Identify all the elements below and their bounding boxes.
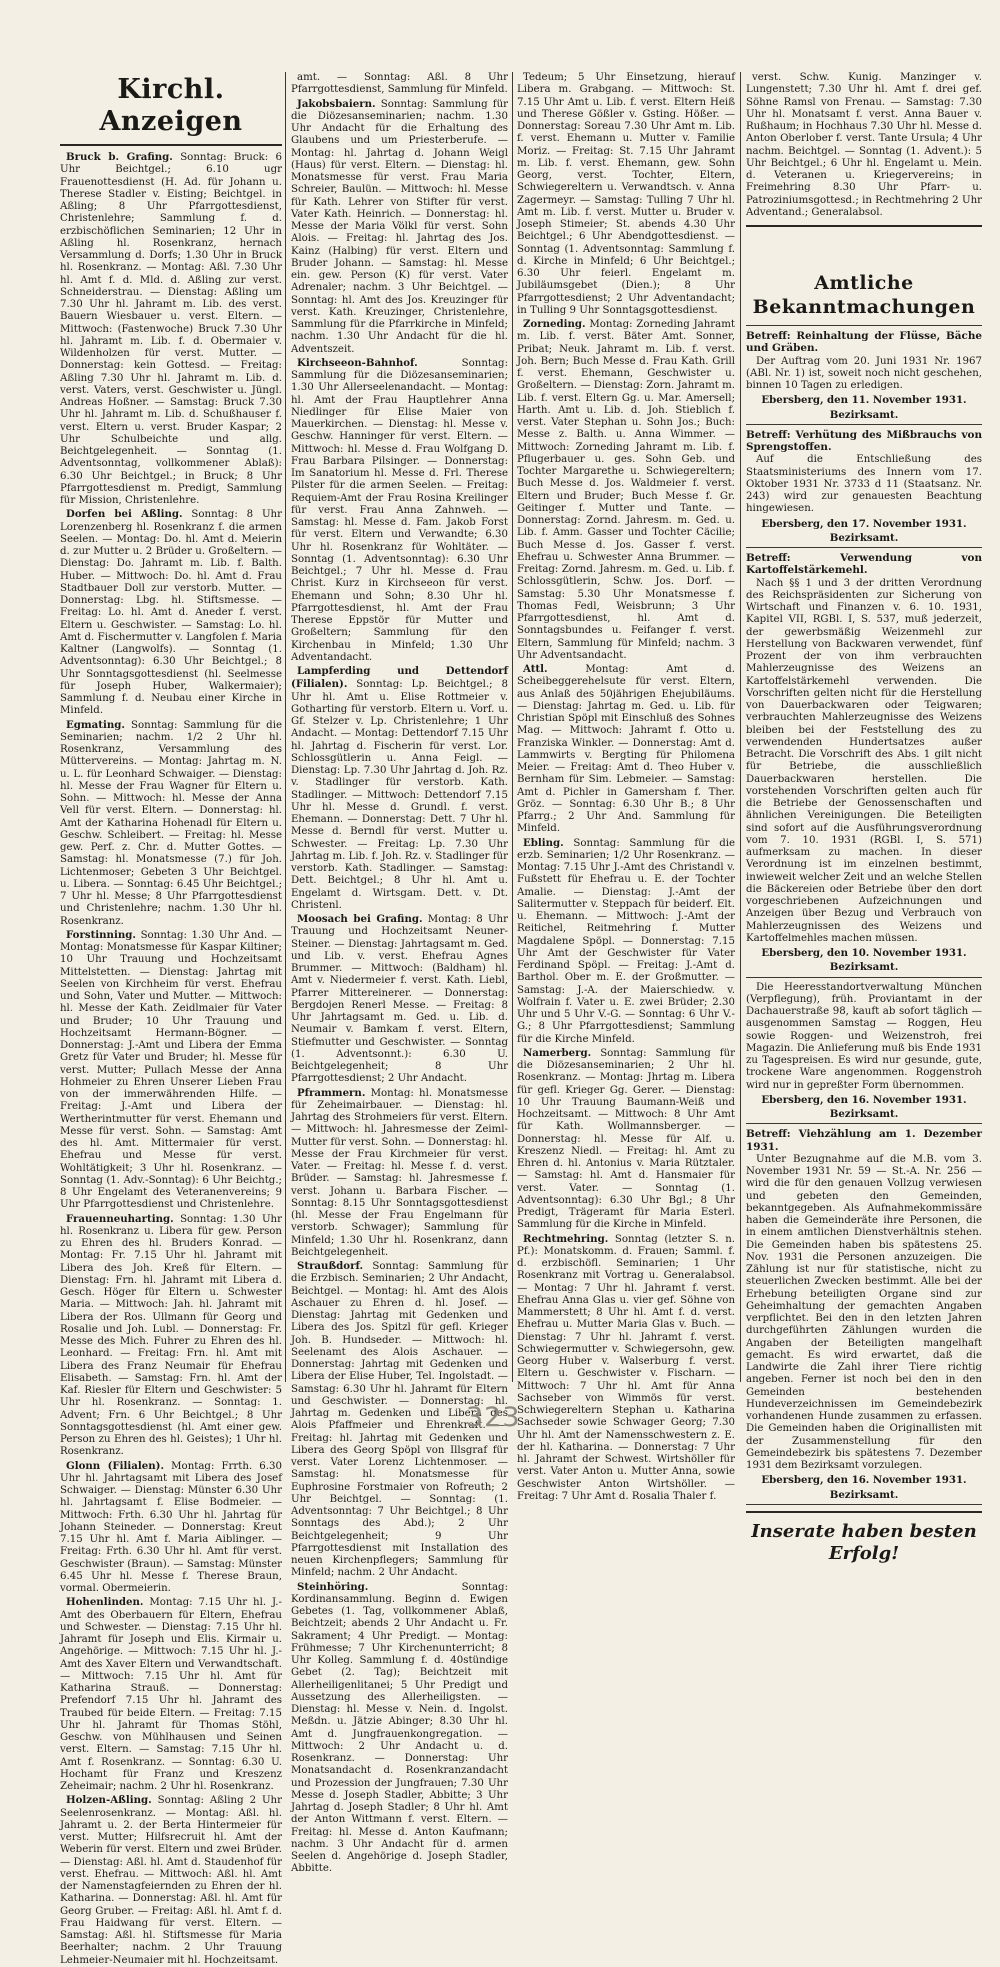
- section-rule: [746, 225, 982, 227]
- announcement-text: Sonntag: Sammlung für die Seminarien; nachm. 1/2 2 Uhr hl. Rosenkranz, Versammlung des Müttervereins. — Montag: Jahrtag m. N. u. L. für Leonhard Schwaiger. — Dienstag: hl. Messe der Frau Wagner für Eltern u. Sohn. — Mittwoch: hl. Messe der Anna Vell für verst. Eltern. — Donnerstag: hl. Amt der Katharina Hohenadl für Eltern u. Geschw. Schleibert. — Freitag: hl. Messe gew. Perf. z. Chr. d. Mutter Gottes. — Samstag: hl. Monatsmesse (7.) für Joh. Lichtenmoser; Gebeten 3 Uhr Beichtgel. u. Libera. — Sonntag: 6.45 Uhr Beichtgel.; 7 Uhr hl. Messe; 8 Uhr Pfarrgottesdienst und Christenlehre; nachm. 1.30 Uhr hl. Rosenkranz.: [60, 719, 282, 927]
- announcement-text: Sonntag: Sammlung für die erzb. Seminarien; 1/2 Uhr Rosenkranz. — Montag: 7.15 Uhr J.-Amt des Christandl v. Fußstett für Ehefrau u. E. der Tochter Amalie. — Dienstag: J.-Amt der Salitermutter v. Steppach für beiderf. Elt. u. Ehemann. — Mittwoch: J.-Amt der Reitichel, Reitmehring f. Mutter Magdalene Spöpl. — Donnerstag: 7.15 Uhr Amt der Geschwister für Vater Ferdinand Spöpl. — Freitag: J.-Amt d. Barthol. Ober m. E. der Großmutter. — Samstag: J.-A. der Maierschiedw. v. Wolfrain f. Vater u. E. zwei Brüder; 2.30 Uhr und 5 Uhr V.-G. — Sonntag: 6 Uhr V.-G.; 8 Uhr Pfarrgottesdienst; Sammlung für die Kirche Minfeld.: [517, 837, 736, 1045]
- notice-date: Ebersberg, den 17. November 1931.: [761, 517, 967, 530]
- column-4-intro: [746, 72, 982, 219]
- official-notice: [746, 330, 982, 425]
- notice-date: Ebersberg, den 11. November 1931.: [761, 394, 967, 407]
- announcement: [291, 98, 508, 356]
- notice-signature: Bezirksamt.: [829, 531, 899, 544]
- parish-name: Rechtmehring.: [523, 1232, 609, 1245]
- announcement: [291, 913, 508, 1086]
- notice-body: Unter Bezugnahme auf die M.B. vom 3. November 1931 Nr. 59 — St.-A. Nr. 256 — wird die für den genauen Vollzug verwiesen und gebeten den Gemeinden, bekanntgegeben. Als Aufnahmekommissäre haben die Gemeinderäte ihre Personen, die in einem amtlichen Dienstverhältnis stehen. Die Gemeinden haben bis spätestens 25. Nov. 1931 die Personen anzuzeigen. Die Zählung ist nur für statistische, nicht zu steuerlichen Zwecken bestimmt. Alle bei der Erhebung beteiligten Organe sind zur Geheimhaltung der gemachten Angaben verpflichtet. Bei den in den letzten Jahren durchgeführten Zählungen wurden die Angaben der Beteiligten mangelhaft gemacht. Es wird erwartet, daß die Landwirte die Zahl ihrer Tiere richtig angeben. Ferner ist noch bei den in den Gemeinden bestehenden Hundeverzeichnissen im Gemeindebezirk vorhandenen Hunde zusammen zu erfassen. Die Gemeinden haben die Originallisten mit der Zusammenstellung für den Gemeindebezirk bis spätestens 7. Dezember 1931 dem Bezirksamt vorzulegen.: [746, 1153, 982, 1471]
- column-4: [746, 72, 982, 1564]
- notice-date: Ebersberg, den 16. November 1931.: [761, 1093, 967, 1106]
- notice-subject: Betreff: Reinhaltung der Flüsse, Bäche und Gräben.: [746, 330, 982, 355]
- announcement: [291, 1087, 508, 1260]
- notice-subject: Betreff: Verwendung von Kartoffelstärkemehl.: [746, 552, 982, 577]
- announcement: [291, 72, 508, 97]
- section-title: Kirchl. Anzeigen: [99, 74, 243, 137]
- notice-body: Der Auftrag vom 20. Juni 1931 Nr. 1967 (ABl. Nr. 1) ist, soweit noch nicht geschehen, binnen 10 Tagen zu erledigen.: [746, 355, 982, 391]
- announcement-text: Sonntag: Sammlung für die Diözesanseminarien; 1.30 Uhr Allerseelenandacht. — Montag: hl. Amt der Frau Hauptlehrer Anna Niedlinger für Elise Maier von Mauerkirchen. — Dienstag: hl. Messe v. Geschw. Hanninger für verst. Eltern. — Mittwoch: hl. Messe d. Frau Wolfgang D. Frau Barbara Pilsinger. — Donnerstag: Im Sanatorium hl. Messe d. Frl. Therese Pilster für die armen Seelen. — Freitag: Requiem-Amt der Frau Rosina Kreilinger für verst. Frau Anna Zahnweh. — Samstag: hl. Messe d. Fam. Jakob Forst für verst. Eltern und Verwandte; 6.30 Uhr hl. Rosenkranz für Wohltäter. — Sonntag (1. Adventsonntag): 6.30 Uhr Beichtgel.; 7 Uhr hl. Messe d. Frau Christ. Kurz in Kirchseeon für verst. Ehemann und Sohn; 8.30 Uhr hl. Pfarrgottesdienst, hl. Amt der Frau Therese Eppstör für Mutter und Großeltern; Sammlung für den Kirchenbau in Minfeld; 1.30 Uhr Adventandacht.: [291, 357, 508, 663]
- parish-name: Kirchseeon-Bahnhof.: [297, 356, 418, 369]
- column-1: [60, 72, 283, 1966]
- notice-body: Die Heeresstandortverwaltung München (Verpflegung), früh. Proviantamt in der Dachauerstraße 98, kauft ab sofort täglich — ausgenommen Samstag — Roggen, Heu sowie Roggen- und Weizenstroh, frei Magazin. Die Anlieferung muß bis Ende 1931 zu Tagespreisen. Es wird nur gesunde, gute, trockene Ware angenommen. Roggenstroh wird nur in gepreßter Form übernommen.: [746, 981, 982, 1091]
- parish-name: Pframmern.: [297, 1086, 366, 1099]
- notice-date: Ebersberg, den 16. November 1931.: [761, 1474, 967, 1487]
- announcement-text: Montag: hl. Monatsmesse für Zeheimairbauer. — Dienstag: hl. Jahrtag des Strohmeiers für verst. Eltern. — Mittwoch: hl. Jahresmesse der Zeiml-Mutter für verst. Sohn. — Donnerstag: hl. Messe der Frau Kirchmeier für verst. Vater. — Freitag: hl. Messe f. d. verst. Brüder. — Samstag: hl. Jahresmesse f. verst. Johann u. Barbara Fischer. — Sonntag: 8.15 Uhr Sonntagsgottesdienst (hl. Messe der Frau Engelmann für verstorb. Schwager); Sammlung für Minfeld; 1.30 Uhr hl. Rosenkranz, dann Beichtgelegenheit.: [291, 1087, 508, 1258]
- parish-name: Dorfen bei Aßling.: [66, 508, 183, 521]
- parish-name: Hohenlinden.: [66, 1596, 144, 1609]
- column-3: [517, 72, 736, 1502]
- notice-subject: Betreff: Verhütung des Mißbrauchs von Sprengstoffen.: [746, 428, 982, 453]
- announcement-text: Sonntag: Sammlung für die Diözesanseminarien; 2 Uhr hl. Rosenkranz. — Montag: Jhrtag m. Libera für gefl. Krieger Gg. Gerer. — Dienstag: 10 Uhr Trauung Baumann-Weiß und Hochzeitsamt. — Mittwoch: 8 Uhr Amt für Kath. Wollmannsberger. — Donnerstag: hl. Messe für Alf. u. Kreszenz Niedl. — Freitag: hl. Amt zu Ehren d. hl. Antonius v. Maria Rütztaler. — Samstag: hl. Amt d. Hansmaier für verst. Vater. — Sonntag (1. Adventsonntag): 6.30 Uhr Bgl.; 8 Uhr Predigt, Trägeramt für Maria Esterl. Sammlung für die Kirche in Minfeld.: [517, 1047, 735, 1231]
- announcement: [60, 1596, 282, 1793]
- announcement-text: Sonntag: Kordinansammlung. Beginn d. Ewigen Gebetes (1. Tag, vollkommener Ablaß, Beichtzeit; abends 2 Uhr Andacht u. Fr. Sakrament; 4 Uhr Predigt. — Montag: Frühmesse; 7 Uhr Kirchenunterricht; 8 Uhr Kolleg. Sammlung f. d. 40stündige Gebet (2. Tag); Beichtzeit mit Allerheiligenlitanei; 5 Uhr Predigt und Aussetzung des Allerheiligsten. — Dienstag: hl. Messe v. Nein. d. Ingolst. Meßdn. u. Jätzie Abinger; 8.30 Uhr hl. Amt d. Jungfrauenkongregation. — Mittwoch: 2 Uhr Andacht u. d. Rosenkranz. — Donnerstag: Uhr Monatsandacht d. Rosenkranzandacht und Prozession der Jungfrauen; 7.30 Uhr Messe d. Joseph Stadler, Abbitte; 3 Uhr Jahrtag d. Joseph Stadler; 8 Uhr hl. Amt der Anton Wittmann f. verst. Eltern. — Freitag: hl. Messe d. Anton Kaufmann; nachm. 3 Uhr Andacht für d. armen Seelen d. Angehörige d. Joseph Stadler, Abbitte.: [291, 1581, 508, 1875]
- announcement-text: Tedeum; 5 Uhr Einsetzung, hierauf Libera m. Grabgang. — Mittwoch: St. 7.15 Uhr Amt u. Lib. f. verst. Eltern Heiß und Therese Gößler v. Gsting. Hößer. — Donnerstag: Soreau 7.30 Uhr Amt m. Lib. f. verst. Ehemann u. Mutter v. Familie Moriz. — Freitag: St. 7.15 Uhr Jahramt m. Lib. f. verst. Ehemann, gew. Sohn Georg, verst. Tochter, Eltern, Schwiegereltern u. Verwandtsch. v. Anna Zagermeyr. — Samstag: Tulling 7 Uhr hl. Amt m. Lib. f. verst. Mutter u. Bruder v. Joseph Stimeier; St. abends 4.30 Uhr Beichtgel.; 6 Uhr Abendgottesdienst. — Sonntag (1. Adventsonntag: Sammlung f. d. Kirche in Minfeld; 6 Uhr Beichtgel.; 6.30 Uhr feierl. Engelamt m. Jubiläumsgebet (Dien.); 8 Uhr Pfarrgottesdienst; 2 Uhr Adventandacht; in Tulling 9 Uhr Sonntagsgottesdienst.: [517, 72, 735, 316]
- announcement-text: Montag: 7.15 Uhr hl. J.-Amt des Oberbauern für Eltern, Ehefrau und Schwester. — Dienstag: 7.15 Uhr hl. Jahramt für Joseph und Elis. Kirmair u. Angehörige. — Mittwoch: 7.15 Uhr hl. J.-Amt des Xaver Eltern und Verwandtschaft. — Mittwoch: 7.15 Uhr hl. Amt für Katharina Strauß. — Donnerstag: Prefendorf 7.15 Uhr hl. Jahramt des Traubed für beide Eltern. — Freitag: 7.15 Uhr hl. Jahramt für Thomas Stöhl, Geschw. von Mühlhausen und Seinen verst. Eltern. — Samstag: 7.15 Uhr hl. Amt f. Rosenkranz. — Sonntag: 6.30 U. Hochamt für Franz und Kreszenz Zeheimair; nachm. 2 Uhr hl. Rosenkranz.: [60, 1597, 282, 1792]
- parish-name: Forstinning.: [66, 928, 136, 941]
- notice-signature: Bezirksamt.: [829, 1488, 899, 1501]
- section-rule: [746, 325, 982, 326]
- announcement: [60, 719, 282, 928]
- parish-name: Holzen-Aßling.: [66, 1794, 152, 1807]
- column-2-body: [291, 72, 508, 1876]
- announcement-text: amt. — Sonntag: Aßl. 8 Uhr Pfarrgottesdienst, Sammlung für Minfeld.: [291, 72, 508, 96]
- notice-divider: [746, 547, 982, 548]
- announcement: [517, 1047, 735, 1232]
- announcement-text: verst. Schw. Kunig. Manzinger v. Lungenstett; 7.30 Uhr hl. Amt f. drei gef. Söhne Ramsl von Frenau. — Samstag: 7.30 Uhr hl. Monatsamt f. verst. Anna Bauer v. Rußhaum; in Hochhaus 7.30 Uhr hl. Messe d. Anton Oberlober f. verst. Tante Ursula; 4 Uhr nachm. Beichtgel. — Sonntag (1. Advent.): 5 Uhr Beichtgel.; 6 Uhr hl. Engelamt u. Mein. d. Veteranen u. Kriegervereins; in Freimehring 8.30 Uhr Pfarr- u. Patroziniumsgottesd.; in Rechtmehring 2 Uhr Adventand.; Generalabsol.: [746, 72, 982, 218]
- announcement: [60, 1213, 282, 1459]
- parish-name: Glonn (Filialen).: [66, 1459, 164, 1472]
- announcement-text: Sonntag: Sammlung für die Diözesanseminarien; nachm. 1.30 Uhr Andacht für die Erhaltung des Glaubens und um Priesterberufe. — Montag: hl. Jahrtag d. Johann Weigl (Haus) für verst. Eltern. — Dienstag: hl. Monatsmesse für verst. Frau Maria Schreier, Baulün. — Mittwoch: hl. Messe für Kath. Lehrer von Stifter für verst. Vater Kath. Heinrich. — Donnerstag: hl. Messe der Maria Völkl für verst. Sohn Alois. — Freitag: hl. Jahrtag des Jos. Kainz (Halbing) für verst. Eltern und Bruder Johann. — Samstag: hl. Messe ein. gew. Person (K) für verst. Vater Adrenaler; nachm. 3 Uhr Beichtgel. — Sonntag: hl. Amt des Jos. Kreuzinger für verst. Kath. Kreuzinger, Christenlehre, Sammlung für die Pfarrkirche in Minfeld; nachm. 1.30 Uhr Andacht für die hl. Adventszeit.: [291, 98, 508, 355]
- official-notices-title: Amtliche Bekanntmachungen: [752, 272, 976, 318]
- announcement-text: Sonntag: Bruck: 6 Uhr Beichtgel.; 6.10 ugr Frauenottesdienst (H. Ad. für Johann u. Therese Stadler v. Eisting; Beichtgel. in Aßling; 8 Uhr Pfarrgottesdienst, Christenlehre; Sammlung f. d. erzbischöflichen Seminarien; 12 Uhr in Aßling hl. Rosenkranz, hernach Versammlung d. Dorfs; 1.30 Uhr in Bruck hl. Rosenkranz. — Montag: Aßl. 7.30 Uhr hl. Amt f. d. Mld. d. Aßling zur verst. Schneiderstrau. — Dienstag: Aßling um 7.30 Uhr hl. Jahramt m. Lib. des verst. Bauern Wiesbauer u. verst. Eltern. — Mittwoch: (Fastenwoche) Bruck 7.30 Uhr hl. Jahramt m. Lib. f. d. Obermaier v. Wildenholzen für verst. Mutter. — Donnerstag: kein Gottesd. — Freitag: Aßling 7.30 Uhr hl. Jahramt m. Lib. d. verst. Vaters, verst. Geschwister u. Jüngl. Andreas Hoßner. — Samstag: Bruck 7.30 Uhr hl. Jahramt m. Lib. d. Schußhauser f. verst. Eltern u. verst. Bruder Kaspar; 2 Uhr Schulbeichte und allg. Beichtgelegenheit. — Sonntag (1. Adventsonntag, vollkommener Ablaß): 6.30 Uhr Beichtgel.; in Bruck; 8 Uhr Pfarrgottesdienst m. Predigt, Sammlung für Mission, Christenlehre.: [60, 152, 283, 506]
- announcement-text: Montag: 8 Uhr Trauung und Hochzeitsamt Neuner-Steiner. — Dienstag: Jahrtagsamt m. Ged. und Lib. v. verst. Ehefrau Agnes Brummer. — Mittwoch: (Baldham) hl. Amt v. Niedermeier f. verst. Kath. Liebl, Pfarrer Mittereinerer. — Donnerstag: Bergdojen Renerl Messe. — Freitag: 8 Uhr Jahrtagsamt m. Ged. u. Lib. d. Neumair v. Bamkam f. verst. Eltern, Stiefmutter und Geschwister. — Sonntag (1. Adventsonnt.): 6.30 U. Beichtgelegenheit; 8 Uhr Pfarrgottesdienst; 2 Uhr Andacht.: [291, 914, 508, 1085]
- notice-date: Ebersberg, den 10. November 1931.: [761, 947, 967, 959]
- column-1-body: [60, 151, 282, 1967]
- announcement: [60, 1460, 282, 1596]
- parish-name: Zorneding.: [523, 318, 586, 330]
- announcement-text: Montag: Zorneding Jahramt m. Lib. f. verst. Bäter Amt. Sonner, Pribat; Neuk. Jahramt m. Lib. f. verst. Joh. Bern; Buch Messe d. Frau Kath. Grill f. verst. Ehemann, Geschwister u. Großeltern. — Dienstag: Zorn. Jahramt m. Lib. f. verst. Eltern Gg. u. Mar. Amersell; Harth. Amt u. Lib. d. Joh. Stieblich f. verst. Vater Stephan u. Sohn Jos.; Buch: Messe z. Balth. u. Anna Wimmer. — Mittwoch: Zorneding Jahramt m. Lib. f. Pflugerbauer u. ges. Sohn Geb. und Tochter Margarethe u. Schwiegereltern; Buch Messe d. Jos. Waldmeier f. verst. Eltern und Bruder; Buch Messe f. Gr. Geitinger f. Mutter und Tante. — Donnerstag: Zornd. Jahresm. m. Ged. u. Lib. f. Amm. Gasser und Tochter Cäcilie; Buch Messe d. Jos. Gasser f. verst. Ehefrau u. Schwester Anna Brummer. — Freitag: Zornd. Jahresm. m. Ged. u. Lib. f. Schlossgütlerin, Schw. Jos. Dorf. — Samstag: 5.30 Uhr Monatsmesse f. Thomas Fedl, Weisbrunn; 3 Uhr Pfarrgottesdienst, hl. Amt d. Sonntagsbundes u. Feifanger f. verst. Eltern, Sammlung für Minfeld; nachm. 3 Uhr Adventsandacht.: [517, 319, 735, 661]
- announcement: [291, 357, 508, 664]
- announcement: [517, 663, 735, 836]
- announcement: [517, 318, 735, 662]
- parish-name: Jakobsbaiern.: [297, 97, 376, 110]
- notice-signature: Bezirksamt.: [829, 1108, 899, 1120]
- announcement-text: Sonntag: Aßling 2 Uhr Seelenrosenkranz. — Montag: Aßl. hl. Jahramt u. 2. der Berta Hintermeier für verst. Mutter; Hilfsrecruit hl. Amt der Weberin für verst. Eltern und zwei Brüder. — Dienstag: Aßl. hl. Amt d. Staudenhof für verst. Ehefrau. — Mittwoch: Aßl. hl. Amt der Namenstagfeiernden zu Ehren der hl. Katharina. — Donnerstag: Aßl. hl. Amt für Georg Gruber. — Freitag: Aßl. hl. Amt f. d. Frau Haidwang für verst. Eltern. — Samstag: Aßl. hl. Stiftsmesse für Maria Beerhalter; nachm. 2 Uhr Trauung Lehmeier-Neumaier mit hl. Hochzeitsamt.: [60, 1795, 282, 1966]
- notice-divider: [746, 424, 982, 425]
- parish-name: Namerberg.: [523, 1046, 592, 1059]
- notice-subject: Betreff: Viehzählung am 1. Dezember 1931.: [746, 1128, 982, 1153]
- announcement-text: Sonntag: Lp. Beichtgel.; 8 Uhr hl. Amt u. Elise Rottmeier v. Gotharting für verstorb. Eltern u. Vorf. u. Gf. Stelzer v. Lp. Christenlehre; 1 Uhr Andacht. — Montag: Dettendorf 7.15 Uhr hl. Jahrtag d. Fischerin für verst. Lor. Schlossgütlerin u. Anna Feigl. — Dienstag: Lp. 7.30 Uhr Jahrtag d. Joh. Rz. v. Stadlinger für verstorb. Kath. Stadlinger. — Mittwoch: Dettendorf 7.15 Uhr hl. Messe d. Grundl. f. verst. Ehemann. — Donnerstag: Dett. 7 Uhr hl. Messe d. Berndl für verst. Mutter u. Schwester. — Freitag: Lp. 7.30 Uhr Jahrtag m. Lib. f. Joh. Rz. v. Stadlinger für verstorb. Kath. Stadlinger. — Samstag: Dett. Beichtgel.; 8 Uhr hl. Amt u. Engelamt d. Wirtsgam. Dett. v. Dt. Christenl.: [291, 679, 508, 911]
- parish-name: Egmating.: [66, 718, 125, 731]
- notice-body: Auf die Entschließung des Staatsministeriums des Innern vom 17. Oktober 1931 Nr. 3733 d 11 (Staatsanz. Nr. 243) wird zur genauesten Beachtung hingewiesen.: [746, 454, 982, 515]
- parish-name: Frauenneuharting.: [66, 1212, 174, 1225]
- column-divider: [740, 72, 741, 1382]
- column-divider: [512, 72, 513, 1382]
- announcement: [517, 72, 735, 317]
- footer-ad: Inserate haben besten Erfolg!: [751, 1520, 977, 1564]
- announcement-text: Sonntag: Sammlung für die Erzbisch. Seminarien; 2 Uhr Andacht, Beichtgel. — Montag: hl. Amt des Alois Aschauer zu Ehren d. hl. Josef. — Dienstag: Jahrtag mit Gedenken und Libera des Jos. Spitzl für gefl. Krieger Joh. B. Hundseder. — Mittwoch: hl. Seelenamt des Alois Aschauer. — Donnerstag: Jahrtag mit Gedenken und Libera der Elise Huber, Tel. Ingolstadt. — Samstag: 6.30 Uhr hl. Jahramt für Eltern und Geschwister. — Donnerstag: hl. Jahrtag m. Gedenken und Libera des Alois Pfaffmeier und Ehrenkraft. — Freitag: hl. Jahrtag mit Gedenken und Libera des Georg Spöpl von Illsgraf für verst. Vater Lorenz Lichtenmoser. — Samstag: hl. Monatsmesse für Euphrosine Forstmaier von Rofreuth; 2 Uhr Beichtgel. — Sonntag: (1. Adventsonntag: 7 Uhr Beichtgel.; 8 Uhr Sonntags des Abd.); 2 Uhr Beichtgelegenheit; 9 Uhr Pfarrgottesdienst mit Installation des neuen Kirchenpflegers; Sammlung für Minfeld; nachm. 2 Uhr Andacht.: [291, 1261, 508, 1579]
- parish-name: Moosach bei Grafing.: [297, 913, 423, 925]
- official-notice: [746, 552, 982, 978]
- announcement: [291, 1581, 508, 1876]
- footer-rule: [746, 1511, 982, 1513]
- announcement: [517, 1233, 735, 1504]
- title-rule: [60, 144, 282, 146]
- announcement: [60, 508, 282, 717]
- notice-signature: Bezirksamt.: [829, 961, 899, 974]
- announcement: [517, 837, 735, 1046]
- announcement-text: Sonntag: 1.30 Uhr hl. Rosenkranz u. Libera für gew. Person zu Ehren des hl. Bruders Konrad. — Montag: Fr. 7.15 Uhr hl. Jahramt mit Libera des Joh. Kreß für Eltern. — Dienstag: Frn. hl. Jahramt mit Libera d. Gesch. Höger für Eltern u. Schwester Maria. — Mittwoch: Jah. hl. Jahramt mit Libera der Ros. Ullmann für Georg und Rosalie und Joh. Lubl. — Donnerstag: Fr. Messe des Mich. Fuhrer zu Ehren des hl. Leonhard. — Freitag: Frn. hl. Amt mit Libera des Franz Neumair für Ehefrau Elisabeth. — Samstag: Frn. hl. Amt der Kaf. Riesler für Eltern und Geschwister: 5 Uhr hl. Rosenkranz. — Sonntag: 1. Advent; Frn. 6 Uhr Beichtgel.; 8 Uhr Sonntagsgottesdienst (hl. Amt einer gew. Person zu Ehren des hl. Geistes); 1 Uhr hl. Rosenkranz.: [60, 1213, 282, 1458]
- announcement-text: Sonntag (letzter S. n. Pf.): Monatskomm. d. Frauen; Samml. f. d. erzbischöfl. Seminarien; 1 Uhr Rosenkranz mit Vortrag u. Generalabsol. — Montag: 7 Uhr hl. Jahramt f. verst. Ehefrau Anna Glas u. vier gef. Söhne von Mammerstett; 8 Uhr hl. Amt f. d. verst. Ehefrau u. Mutter Maria Glas v. Buch. — Dienstag: 7 Uhr hl. Jahramt f. verst. Schwiegermutter v. Schwiegersohn, gew. Georg Huber v. Walserburg f. verst. Eltern u. Geschwister v. Fischarn. — Mittwoch: 7 Uhr hl. Amt für Anna Sachseber von Wimmös für verst. Schwiegereltern Stephan u. Katharina Sachseder sowie Schwager Georg; 7.30 Uhr hl. Amt der Namensschwestern z. E. der hl. Katharina. — Donnerstag: 7 Uhr hl. Jahramt der Schwest. Wirtshöller für verst. Vater Anton u. Mutter Anna, sowie Geschwister Anton Wirtshöller. — Freitag: 7 Uhr Amt d. Rosalia Thaler f.: [517, 1233, 735, 1502]
- page-number: 323: [466, 1402, 521, 1433]
- official-notice: [746, 1128, 982, 1505]
- column-divider: [285, 72, 286, 1382]
- announcement: [291, 665, 508, 912]
- parish-name: Ebling.: [523, 836, 564, 849]
- parish-name: Bruck b. Grafing.: [66, 151, 173, 163]
- parish-name: Attl.: [523, 663, 548, 675]
- official-notice: [746, 429, 982, 548]
- notice-divider: [746, 1123, 982, 1124]
- notice-divider: [746, 1504, 982, 1505]
- parish-name: Straußdorf.: [297, 1260, 364, 1272]
- announcement: [60, 1794, 282, 1967]
- announcement-text: Montag: Amt d. Scheibeggerehelsute für verst. Eltern, aus Anlaß des 50jährigen Ehejubiläums. — Dienstag: Jahrtag m. Ged. u. Lib. für Christian Spöpl mit Einschluß des Sohnes Mag. — Mittwoch: Jahramt f. Otto u. Franziska Winkler. — Donnerstag: Amt d. Lammwirts v. Bergting für Philomena Meier. — Freitag: Amt d. Theo Huber v. Bernham für Sim. Lebmeier. — Samstag: Amt d. Pichler in Gamersham f. Ther. Gröz. — Sonntag: 6.30 Uhr B.; 8 Uhr Pfarrg.; 2 Uhr And. Sammlung für Minfeld.: [517, 664, 735, 835]
- announcement-text: Montag: Frrth. 6.30 Uhr hl. Jahrtagsamt mit Libera des Josef Schwaiger. — Dienstag: Münster 6.30 Uhr hl. Jahrtagsamt f. Elise Bodmeier. — Mittwoch: Frth. 6.30 Uhr hl. Jahrtag für Johann Steineder. — Donnerstag: Kreut 7.15 Uhr hl. Amt f. Maria Aiblinger. — Freitag: Frth. 6.30 Uhr hl. Amt für verst. Geschwister (Braun). — Samstag: Münster 6.45 Uhr hl. Messe f. Therese Braun, vormal. Obermeierin.: [60, 1460, 282, 1594]
- parish-name: Steinhöring.: [297, 1580, 369, 1593]
- notice-divider: [746, 977, 982, 978]
- notice-signature: Bezirksamt.: [829, 408, 899, 421]
- parish-name: Lampferding und Dettendorf (Filialen).: [291, 665, 508, 691]
- announcement-text: Sonntag: 8 Uhr Lorenzenberg hl. Rosenkranz f. die armen Seelen. — Montag: Do. hl. Amt d. Meierin d. zur Mutter u. 2 Brüder u. Großeltern. — Dienstag: Do. Jahramt m. Lib. f. Balth. Huber. — Mittwoch: Do. hl. Amt d. Frau Stadtbauer Doll zur verstorb. Mutter. — Donnerstag: Lbg. hl. Stiftsmesse. — Freitag: Lo. hl. Amt d. Aneder f. verst. Eltern u. Geschwister. — Samstag: Lo. hl. Amt d. Fischermutter v. Langfolen f. Maria Kaltner (Langwolfs). — Sonntag (1. Adventsonntag): 6.30 Uhr Beichtgel.; 8 Uhr Sonntagsgottesdienst (hl. Seelmesse für Joseph Huber, Walkermaier); Sammlung f. d. Neubau einer Kirche in Minfeld.: [60, 509, 282, 717]
- notice-body: Nach §§ 1 und 3 der dritten Verordnung des Reichspräsidenten zur Sicherung von Wirtschaft und Finanzen v. 6. 10. 1931, Kapitel VII, RGBl. I, S. 537, muß jederzeit, der gewerbsmäßig Weizenmehl zur Herstellung von Backwaren verwendet, fünf Prozent der von ihm verbrauchten Mahlerzeugnisse des Weizens an Kartoffelstärkemehl verwenden. Die Vorschriften gelten nicht für die Herstellung von Dauerbackwaren oder Teigwaren; verbrauchten Mahlerzeugnisse des Weizens bleiben bei der Feststellung des zu verwendenden Hundertsatzes außer Betracht. Die Vorschrift des Abs. 1 gilt nicht für Betriebe, die ausschließlich Dauerbackwaren herstellen. Die vorstehenden Vorschriften gelten auch für die Betriebe der Genossenschaften und ähnlichen Vereinigungen. Die Beteiligten sind sofort auf die Ausführungsverordnung vom 7. 10. 1931 (RGBl. I, S. 571) aufmerksam zu machen. In dieser Verordnung ist im einzelnen bestimmt, inwieweit welcher Zeit und an welche Stellen die Bäckereien oder Betriebe über den dort vorgeschriebenen Aufzeichnungen und Anzeigen über Bezug und Verbrauch von Mahlerzeugnissen des Weizens und Kartoffelmehles machen müssen.: [746, 577, 982, 944]
- official-notices: [746, 330, 982, 1505]
- announcement: [60, 929, 282, 1212]
- announcement: [60, 151, 282, 507]
- announcement-text: Sonntag: 1.30 Uhr And. — Montag: Monatsmesse für Kaspar Kiltiner; 10 Uhr Trauung und Hochzeitsamt Mittelstetten. — Dienstag: Jahrtag mit Seelen von Kirchheim für verst. Ehefrau und Sohn, Vater und Mutter. — Mittwoch: hl. Messe der Kath. Zeidlmaier für Vater und Bruder; 10 Uhr Trauung und Hochzeitsamt Hermann-Bögner. — Donnerstag: J.-Amt und Libera der Emma Gretz für Vater und Bruder; hl. Messe für verst. Mutter; Pullach Messe der Anna Hohmeier zu Ehren Unserer Lieben Frau von der immerwährenden Hilfe. — Freitag: J.-Amt und Libera der Wertherintmutter für verst. Ehemann und Messe für verst. Sohn. — Samstag: Amt des hl. Amt. Mittermaier für verst. Ehefrau und Messe für verst. Wohltätigkeit; 3 Uhr hl. Rosenkranz. — Sonntag (1. Adv.-Sonntag): 6 Uhr Beichtg.; 8 Uhr Engelamt des Veteranenvereins; 9 Uhr Pfarrgottesdienst und Christenlehre.: [60, 929, 282, 1211]
- official-notice: [746, 982, 982, 1125]
- column-3-body: [517, 72, 735, 1503]
